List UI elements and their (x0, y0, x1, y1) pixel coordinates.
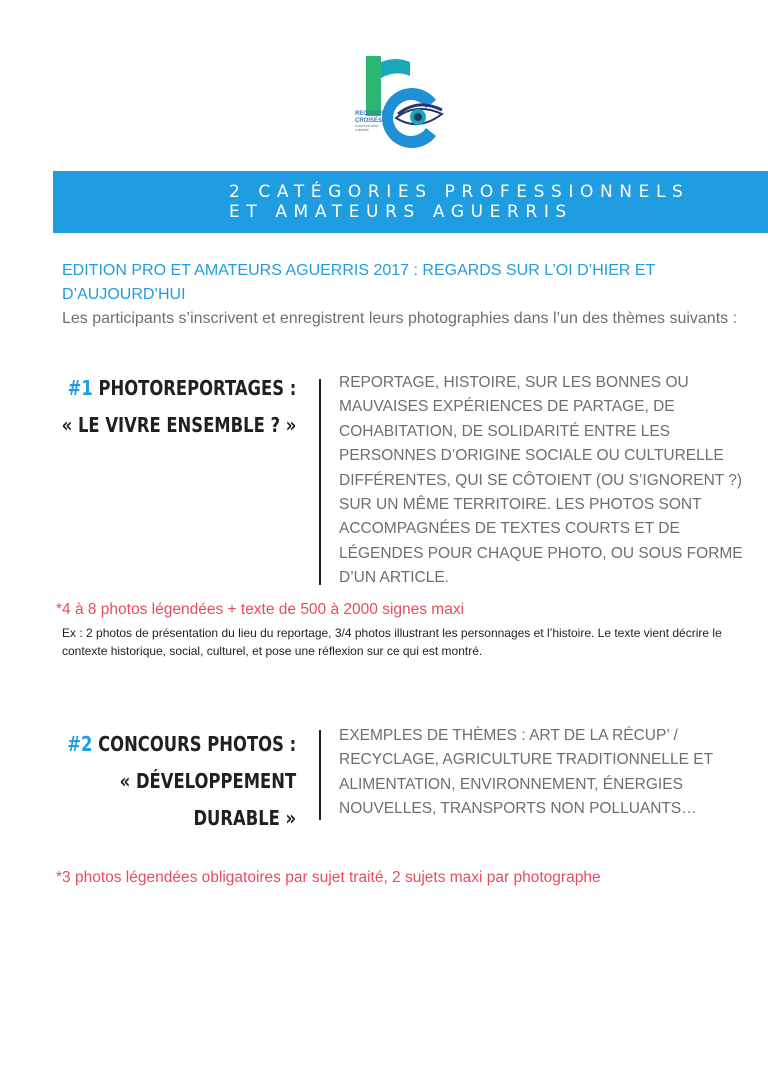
logo-caption (355, 111, 403, 132)
theme-1-title-line2: « LE VIVRE ENSEMBLE ? » (61, 413, 296, 437)
theme-1-note: *4 à 8 photos légendées + texte de 500 à 2000 signes maxi (56, 601, 465, 618)
theme-2-number: #2 (67, 732, 93, 756)
logo-caption-line2: CROISÉS (355, 117, 383, 124)
categories-banner (53, 171, 768, 233)
theme-2-title (67, 726, 296, 837)
regards-croises-logo (356, 56, 448, 148)
theme-2-divider (319, 730, 321, 820)
theme-1-example: Ex : 2 photos de présentation du lieu du reportage, 3/4 photos illustrant les personnages et l’histoire. Le texte vient décrire le contexte historique, social, culturel, et pose une réflexion sur ce qui est montré. (62, 626, 722, 658)
banner-line-1: 2 CATÉGORIES PROFESSIONNELS (229, 182, 690, 202)
logo-caption-small2: solidarité (355, 128, 370, 132)
banner-line-2: ET AMATEURS AGUERRIS (229, 202, 573, 222)
theme-2-title-line3: DURABLE » (193, 806, 296, 830)
theme-2-title-line2: « DÉVELOPPEMENT (119, 769, 296, 793)
theme-2-note: *3 photos légendées obligatoires par sujet traité, 2 sujets maxi par photographe (56, 869, 601, 886)
theme-2-description: EXEMPLES DE THÈMES : ART DE LA RÉCUP’ / RECYCLAGE, AGRICULTURE TRADITIONNELLE ET ALIMENTATION, ENVIRONNEMENT, ÉNERGIES NOUVELLES, TRANSPORTS NON POLLUANTS… (339, 727, 713, 818)
logo-caption-small1: communication (355, 124, 379, 128)
logo-caption-line1: REGARDS (355, 111, 386, 117)
theme-1-number: #1 (67, 376, 93, 400)
theme-2-title-line1: CONCOURS PHOTOS : (97, 732, 296, 756)
edition-title: EDITION PRO ET AMATEURS AGUERRIS 2017 : REGARDS SUR L’OI D’HIER ET D’AUJOURD’HUI (62, 262, 656, 303)
theme-1-description: REPORTAGE, HISTOIRE, SUR LES BONNES OU MAUVAISES EXPÉRIENCES DE PARTAGE, DE COHABITATION, DE SOLIDARITÉ ENTRE LES PERSONNES D’ORIGINE SOCIALE OU CULTURELLE DIFFÉRENTES, QUI SE CÔTOIENT (OU S’IGNORENT ?) SUR UN MÊME TERRITOIRE. LES PHOTOS SONT ACCOMPAGNÉES DE TEXTES COURTS ET DE LÉGENDES POUR CHAQUE PHOTO, OU SOUS FORME D’UN ARTICLE. (339, 374, 743, 587)
theme-1-divider (319, 379, 321, 585)
theme-1-title-line1: PHOTOREPORTAGES : (98, 376, 296, 400)
theme-1-title (61, 370, 296, 444)
intro-text: Les participants s’inscrivent et enregistrent leurs photographies dans l’un des thèmes suivants : (62, 310, 738, 327)
